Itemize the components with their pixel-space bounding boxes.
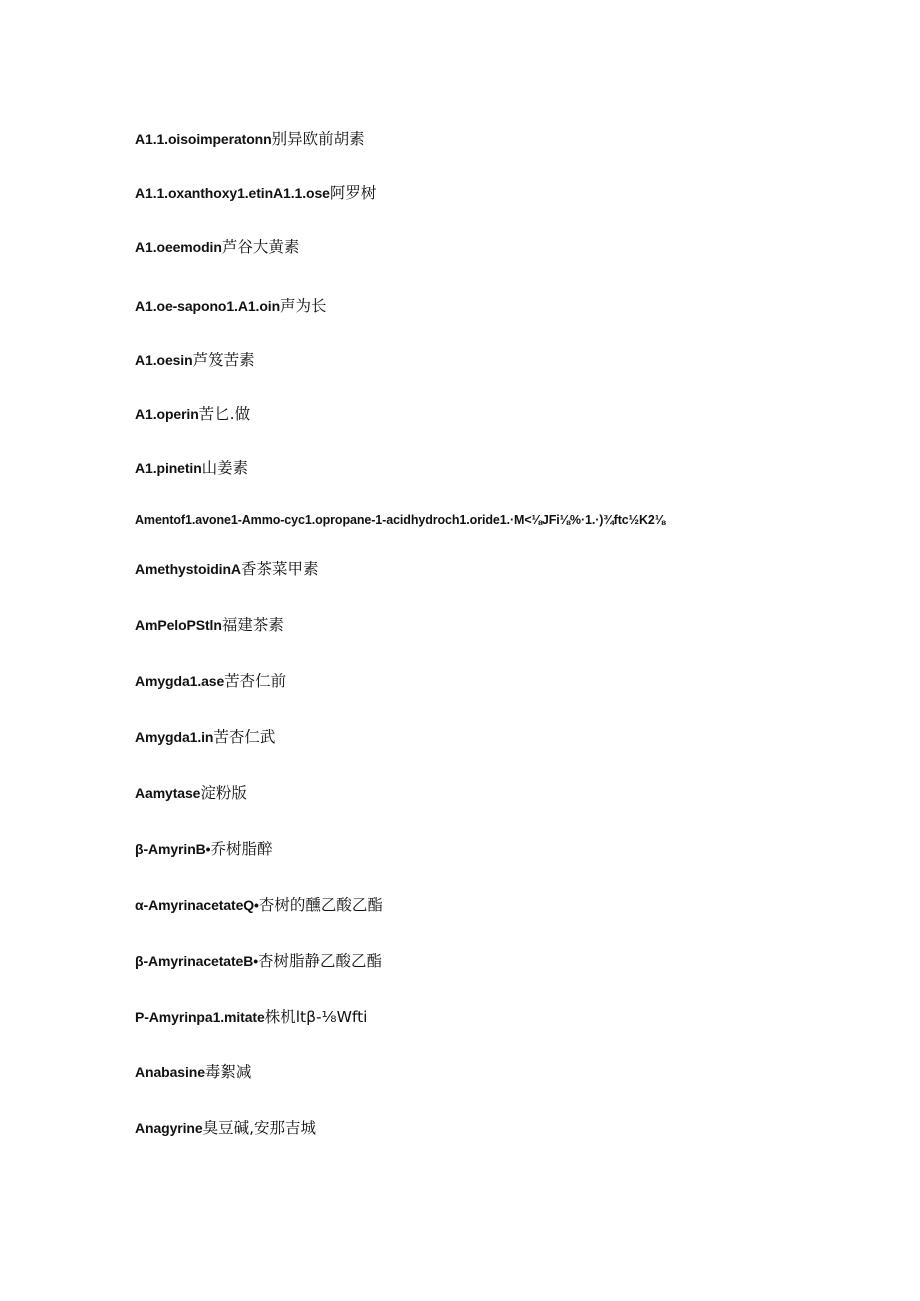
entry-latin: A1.oesin [135, 352, 193, 368]
entry-latin: Aamytase [135, 785, 201, 801]
entry-latin: Anagyrine [135, 1120, 203, 1136]
entry-latin: A1.oeemodin [135, 239, 222, 255]
entry-19 [135, 1120, 316, 1137]
entry-2 [135, 185, 376, 202]
entry-11 [135, 673, 286, 690]
entry-latin: Amentof1.avone1-Ammo-cyc1.opropane-1-acidhydroch1.oride1.·M<⅛JFi⅛%·1.·)¾ftc½K2⅛ [135, 513, 666, 527]
entry-chinese: 乔树脂醉 [210, 840, 273, 858]
entry-3 [135, 239, 299, 256]
entry-chinese: 株机ltβ-⅛Wfti [264, 1008, 368, 1026]
entry-latin: A1.1.oxanthoxy1.etinA1.1.ose [135, 185, 330, 201]
entry-5 [135, 352, 255, 369]
entry-chinese: 臭豆碱,安那吉城 [202, 1119, 316, 1137]
entry-latin: Amygda1.ase [135, 673, 225, 689]
entry-17 [135, 1009, 367, 1026]
entry-chinese: 福建茶素 [221, 616, 284, 634]
entry-chinese: 阿罗树 [329, 184, 377, 202]
entry-chinese: 淀粉版 [200, 784, 247, 802]
entry-chinese: 毒絮减 [204, 1063, 252, 1081]
entry-latin: α-AmyrinacetateQ• [135, 897, 259, 913]
entry-15 [135, 897, 383, 914]
entry-latin: Amygda1.in [135, 729, 214, 745]
entry-9 [135, 561, 318, 578]
entry-10 [135, 617, 284, 634]
entry-latin: P-Amyrinpa1.mitate [135, 1009, 265, 1025]
entry-6 [135, 406, 250, 423]
entry-chinese: 苦匕.做 [198, 405, 251, 423]
entry-chinese: 芦谷大黄素 [221, 238, 300, 256]
entry-latin: β-AmyrinacetateB• [135, 953, 259, 969]
entry-chinese: 杏树的醺乙酸乙酯 [258, 896, 383, 914]
entry-7 [135, 460, 248, 477]
entry-chinese: 苦杏仁武 [213, 728, 276, 746]
entry-latin: A1.pinetin [135, 460, 202, 476]
entry-16 [135, 953, 382, 970]
entry-1 [135, 131, 365, 148]
entry-chinese: 香茶菜甲素 [240, 560, 319, 578]
entry-8 [135, 511, 665, 527]
entry-chinese: 杏树脂静乙酸乙酯 [258, 952, 383, 970]
entry-chinese: 芦笈苦素 [192, 351, 255, 369]
entry-latin: AmethystoidinA [135, 561, 241, 577]
entry-chinese: 山姜素 [201, 459, 249, 477]
entry-13 [135, 785, 247, 802]
entry-chinese: 声为长 [280, 297, 327, 315]
entry-4 [135, 298, 327, 315]
entry-latin: β-AmyrinB• [135, 841, 211, 857]
entry-14 [135, 841, 272, 858]
entry-18 [135, 1064, 251, 1081]
entry-chinese: 苦杏仁前 [224, 672, 287, 690]
entry-12 [135, 729, 275, 746]
entry-latin: A1.1.oisoimperatonn [135, 131, 272, 147]
entry-latin: A1.oe-sapono1.A1.oin [135, 298, 281, 314]
entry-latin: Anabasine [135, 1064, 205, 1080]
entry-latin: A1.operin [135, 406, 199, 422]
entry-latin: AmPeloPStln [135, 617, 222, 633]
entry-chinese: 别异欧前胡素 [271, 130, 365, 148]
